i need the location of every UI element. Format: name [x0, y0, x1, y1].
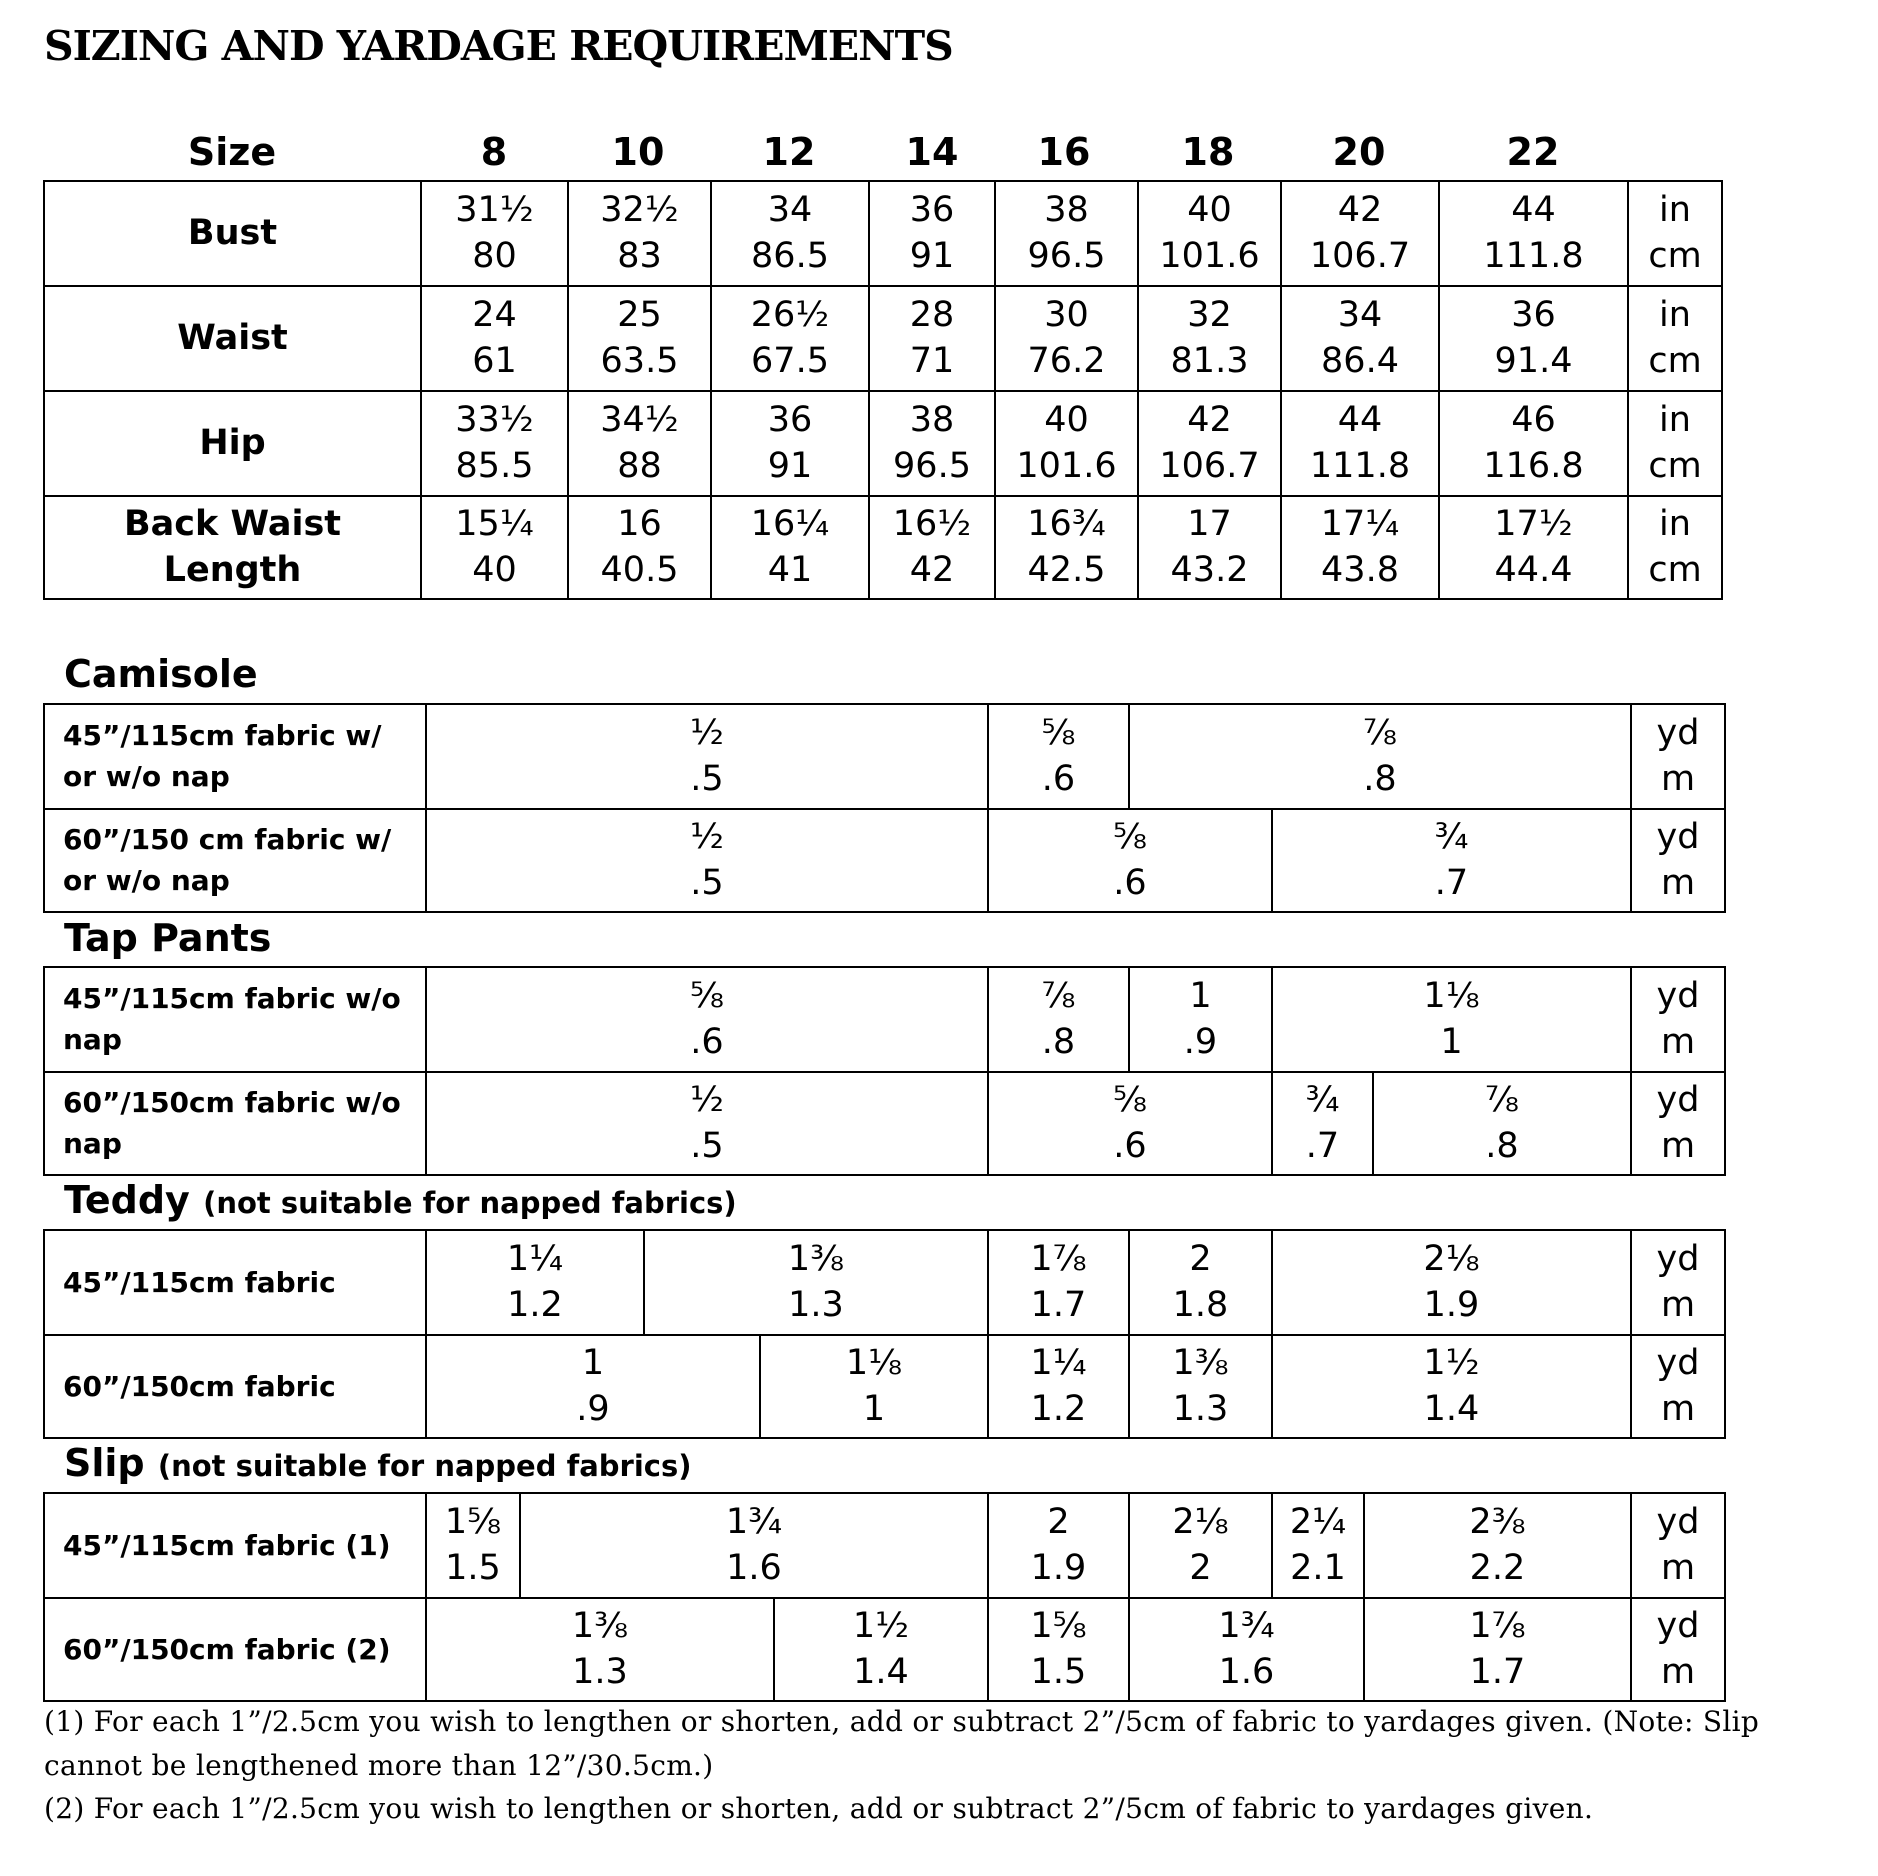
waist-cell: 25 63.5: [567, 285, 710, 390]
slip-yardage-table: [43, 1492, 1726, 1702]
unit-cell: in cm: [1627, 495, 1723, 600]
row-label-waist: Waist: [43, 285, 420, 390]
hip-cell: 44 111.8: [1280, 390, 1438, 495]
yardage-cell: 1½ 1.4: [1271, 1334, 1630, 1439]
yardage-cell: 2⅛ 2: [1128, 1492, 1271, 1597]
size-22: 22: [1506, 130, 1560, 174]
section-heading-slip: [64, 1441, 691, 1485]
slip-title: Slip: [64, 1441, 145, 1485]
footnote-1-line-2: cannot be lengthened more than 12”/30.5cm.): [44, 1749, 714, 1782]
yardage-cell: 2 1.8: [1128, 1229, 1271, 1334]
yardage-cell: ½ .5: [425, 1071, 987, 1176]
waist-cell: 24 61: [420, 285, 567, 390]
teddy-yardage-table: [43, 1229, 1726, 1439]
bust-cell: 42 106.7: [1280, 180, 1438, 285]
yardage-cell: 1¾ 1.6: [1128, 1597, 1363, 1702]
yardage-cell: 1⅞ 1.7: [1363, 1597, 1630, 1702]
size-14: 14: [905, 130, 959, 174]
waist-cell: 30 76.2: [994, 285, 1137, 390]
tap-pants-yardage-table: [43, 966, 1726, 1176]
back-waist-cell: 16½ 42: [868, 495, 994, 600]
size-10: 10: [611, 130, 665, 174]
footnote-2: (2) For each 1”/2.5cm you wish to lengthen or shorten, add or subtract 2”/5cm of fabric to yardages given.: [44, 1792, 1594, 1825]
bust-cell: 38 96.5: [994, 180, 1137, 285]
yardage-cell: 1⅜ 1.3: [425, 1597, 773, 1702]
unit-cell: yd m: [1630, 1229, 1726, 1334]
unit-cell: yd m: [1630, 703, 1726, 808]
yardage-cell: 1 .9: [425, 1334, 759, 1439]
back-waist-cell: 17¼ 43.8: [1280, 495, 1438, 600]
back-waist-cell: 17½ 44.4: [1438, 495, 1627, 600]
size-12: 12: [762, 130, 816, 174]
body-measurements-table: [43, 180, 1723, 600]
yardage-cell: 1¾ 1.6: [519, 1492, 987, 1597]
back-waist-cell: 17 43.2: [1137, 495, 1280, 600]
hip-cell: 33½ 85.5: [420, 390, 567, 495]
yardage-cell: ⅞ .8: [987, 966, 1128, 1071]
back-waist-cell: 15¼ 40: [420, 495, 567, 600]
hip-cell: 36 91: [710, 390, 868, 495]
yardage-cell: 1⅜ 1.3: [1128, 1334, 1271, 1439]
camisole-yardage-table: [43, 703, 1726, 913]
unit-cell: yd m: [1630, 966, 1726, 1071]
bust-cell: 34 86.5: [710, 180, 868, 285]
camisole-row2-label: 60”/150 cm fabric w/ or w/o nap: [43, 808, 425, 913]
size-16: 16: [1037, 130, 1091, 174]
hip-cell: 38 96.5: [868, 390, 994, 495]
slip-row2-label: 60”/150cm fabric (2): [43, 1597, 425, 1702]
waist-cell: 34 86.4: [1280, 285, 1438, 390]
yardage-cell: 2⅜ 2.2: [1363, 1492, 1630, 1597]
waist-cell: 26½ 67.5: [710, 285, 868, 390]
unit-cell: in cm: [1627, 180, 1723, 285]
teddy-row2-label: 60”/150cm fabric: [43, 1334, 425, 1439]
row-label-back-waist-length: Back Waist Length: [43, 495, 420, 600]
yardage-cell: 1 .9: [1128, 966, 1271, 1071]
back-waist-cell: 16¾ 42.5: [994, 495, 1137, 600]
bust-cell: 40 101.6: [1137, 180, 1280, 285]
back-waist-cell: 16 40.5: [567, 495, 710, 600]
yardage-cell: ⅞ .8: [1372, 1071, 1630, 1176]
size-20: 20: [1332, 130, 1386, 174]
size-label: Size: [187, 130, 277, 174]
yardage-cell: 1⅜ 1.3: [643, 1229, 987, 1334]
hip-cell: 40 101.6: [994, 390, 1137, 495]
yardage-cell: 1⅛ 1: [1271, 966, 1630, 1071]
yardage-cell: 1⅞ 1.7: [987, 1229, 1128, 1334]
yardage-cell: 1¼ 1.2: [987, 1334, 1128, 1439]
hip-cell: 46 116.8: [1438, 390, 1627, 495]
size-8: 8: [480, 130, 508, 174]
yardage-cell: ⅝ .6: [987, 808, 1271, 913]
bust-cell: 36 91: [868, 180, 994, 285]
yardage-cell: ¾ .7: [1271, 1071, 1372, 1176]
unit-cell: yd m: [1630, 1071, 1726, 1176]
waist-cell: 32 81.3: [1137, 285, 1280, 390]
yardage-cell: ⅞ .8: [1128, 703, 1630, 808]
slip-row1-label: 45”/115cm fabric (1): [43, 1492, 425, 1597]
bust-cell: 31½ 80: [420, 180, 567, 285]
unit-cell: yd m: [1630, 808, 1726, 913]
slip-note: (not suitable for napped fabrics): [157, 1449, 692, 1483]
hip-cell: 42 106.7: [1137, 390, 1280, 495]
hip-cell: 34½ 88: [567, 390, 710, 495]
unit-cell: in cm: [1627, 390, 1723, 495]
yardage-cell: ½ .5: [425, 808, 987, 913]
yardage-cell: ⅝ .6: [987, 1071, 1271, 1176]
bust-cell: 44 111.8: [1438, 180, 1627, 285]
section-heading-teddy: [64, 1178, 737, 1222]
unit-cell: yd m: [1630, 1334, 1726, 1439]
yardage-cell: ⅝ .6: [425, 966, 987, 1071]
yardage-cell: 2¼ 2.1: [1271, 1492, 1363, 1597]
back-waist-cell: 16¼ 41: [710, 495, 868, 600]
yardage-cell: 2⅛ 1.9: [1271, 1229, 1630, 1334]
yardage-cell: 1¼ 1.2: [425, 1229, 643, 1334]
size-18: 18: [1181, 130, 1235, 174]
waist-cell: 36 91.4: [1438, 285, 1627, 390]
footnote-1-line-1: (1) For each 1”/2.5cm you wish to lengthen or shorten, add or subtract 2”/5cm of fabric to yardages given. (Note: Slip: [44, 1705, 1760, 1738]
teddy-title: Teddy: [64, 1178, 190, 1222]
section-heading-tap-pants: Tap Pants: [64, 916, 272, 960]
teddy-row1-label: 45”/115cm fabric: [43, 1229, 425, 1334]
yardage-cell: ½ .5: [425, 703, 987, 808]
teddy-note: (not suitable for napped fabrics): [203, 1186, 737, 1220]
yardage-cell: 2 1.9: [987, 1492, 1128, 1597]
tap-pants-row2-label: 60”/150cm fabric w/o nap: [43, 1071, 425, 1176]
yardage-cell: 1½ 1.4: [773, 1597, 987, 1702]
row-label-bust: Bust: [43, 180, 420, 285]
bust-cell: 32½ 83: [567, 180, 710, 285]
unit-cell: in cm: [1627, 285, 1723, 390]
section-heading-camisole: Camisole: [64, 652, 258, 696]
page-title: SIZING AND YARDAGE REQUIREMENTS: [44, 22, 953, 70]
tap-pants-row1-label: 45”/115cm fabric w/o nap: [43, 966, 425, 1071]
waist-cell: 28 71: [868, 285, 994, 390]
yardage-cell: 1⅝ 1.5: [987, 1597, 1128, 1702]
yardage-cell: ¾ .7: [1271, 808, 1630, 913]
row-label-hip: Hip: [43, 390, 420, 495]
yardage-cell: 1⅛ 1: [759, 1334, 987, 1439]
camisole-row1-label: 45”/115cm fabric w/ or w/o nap: [43, 703, 425, 808]
yardage-cell: 1⅝ 1.5: [425, 1492, 519, 1597]
unit-cell: yd m: [1630, 1492, 1726, 1597]
unit-cell: yd m: [1630, 1597, 1726, 1702]
yardage-cell: ⅝ .6: [987, 703, 1128, 808]
